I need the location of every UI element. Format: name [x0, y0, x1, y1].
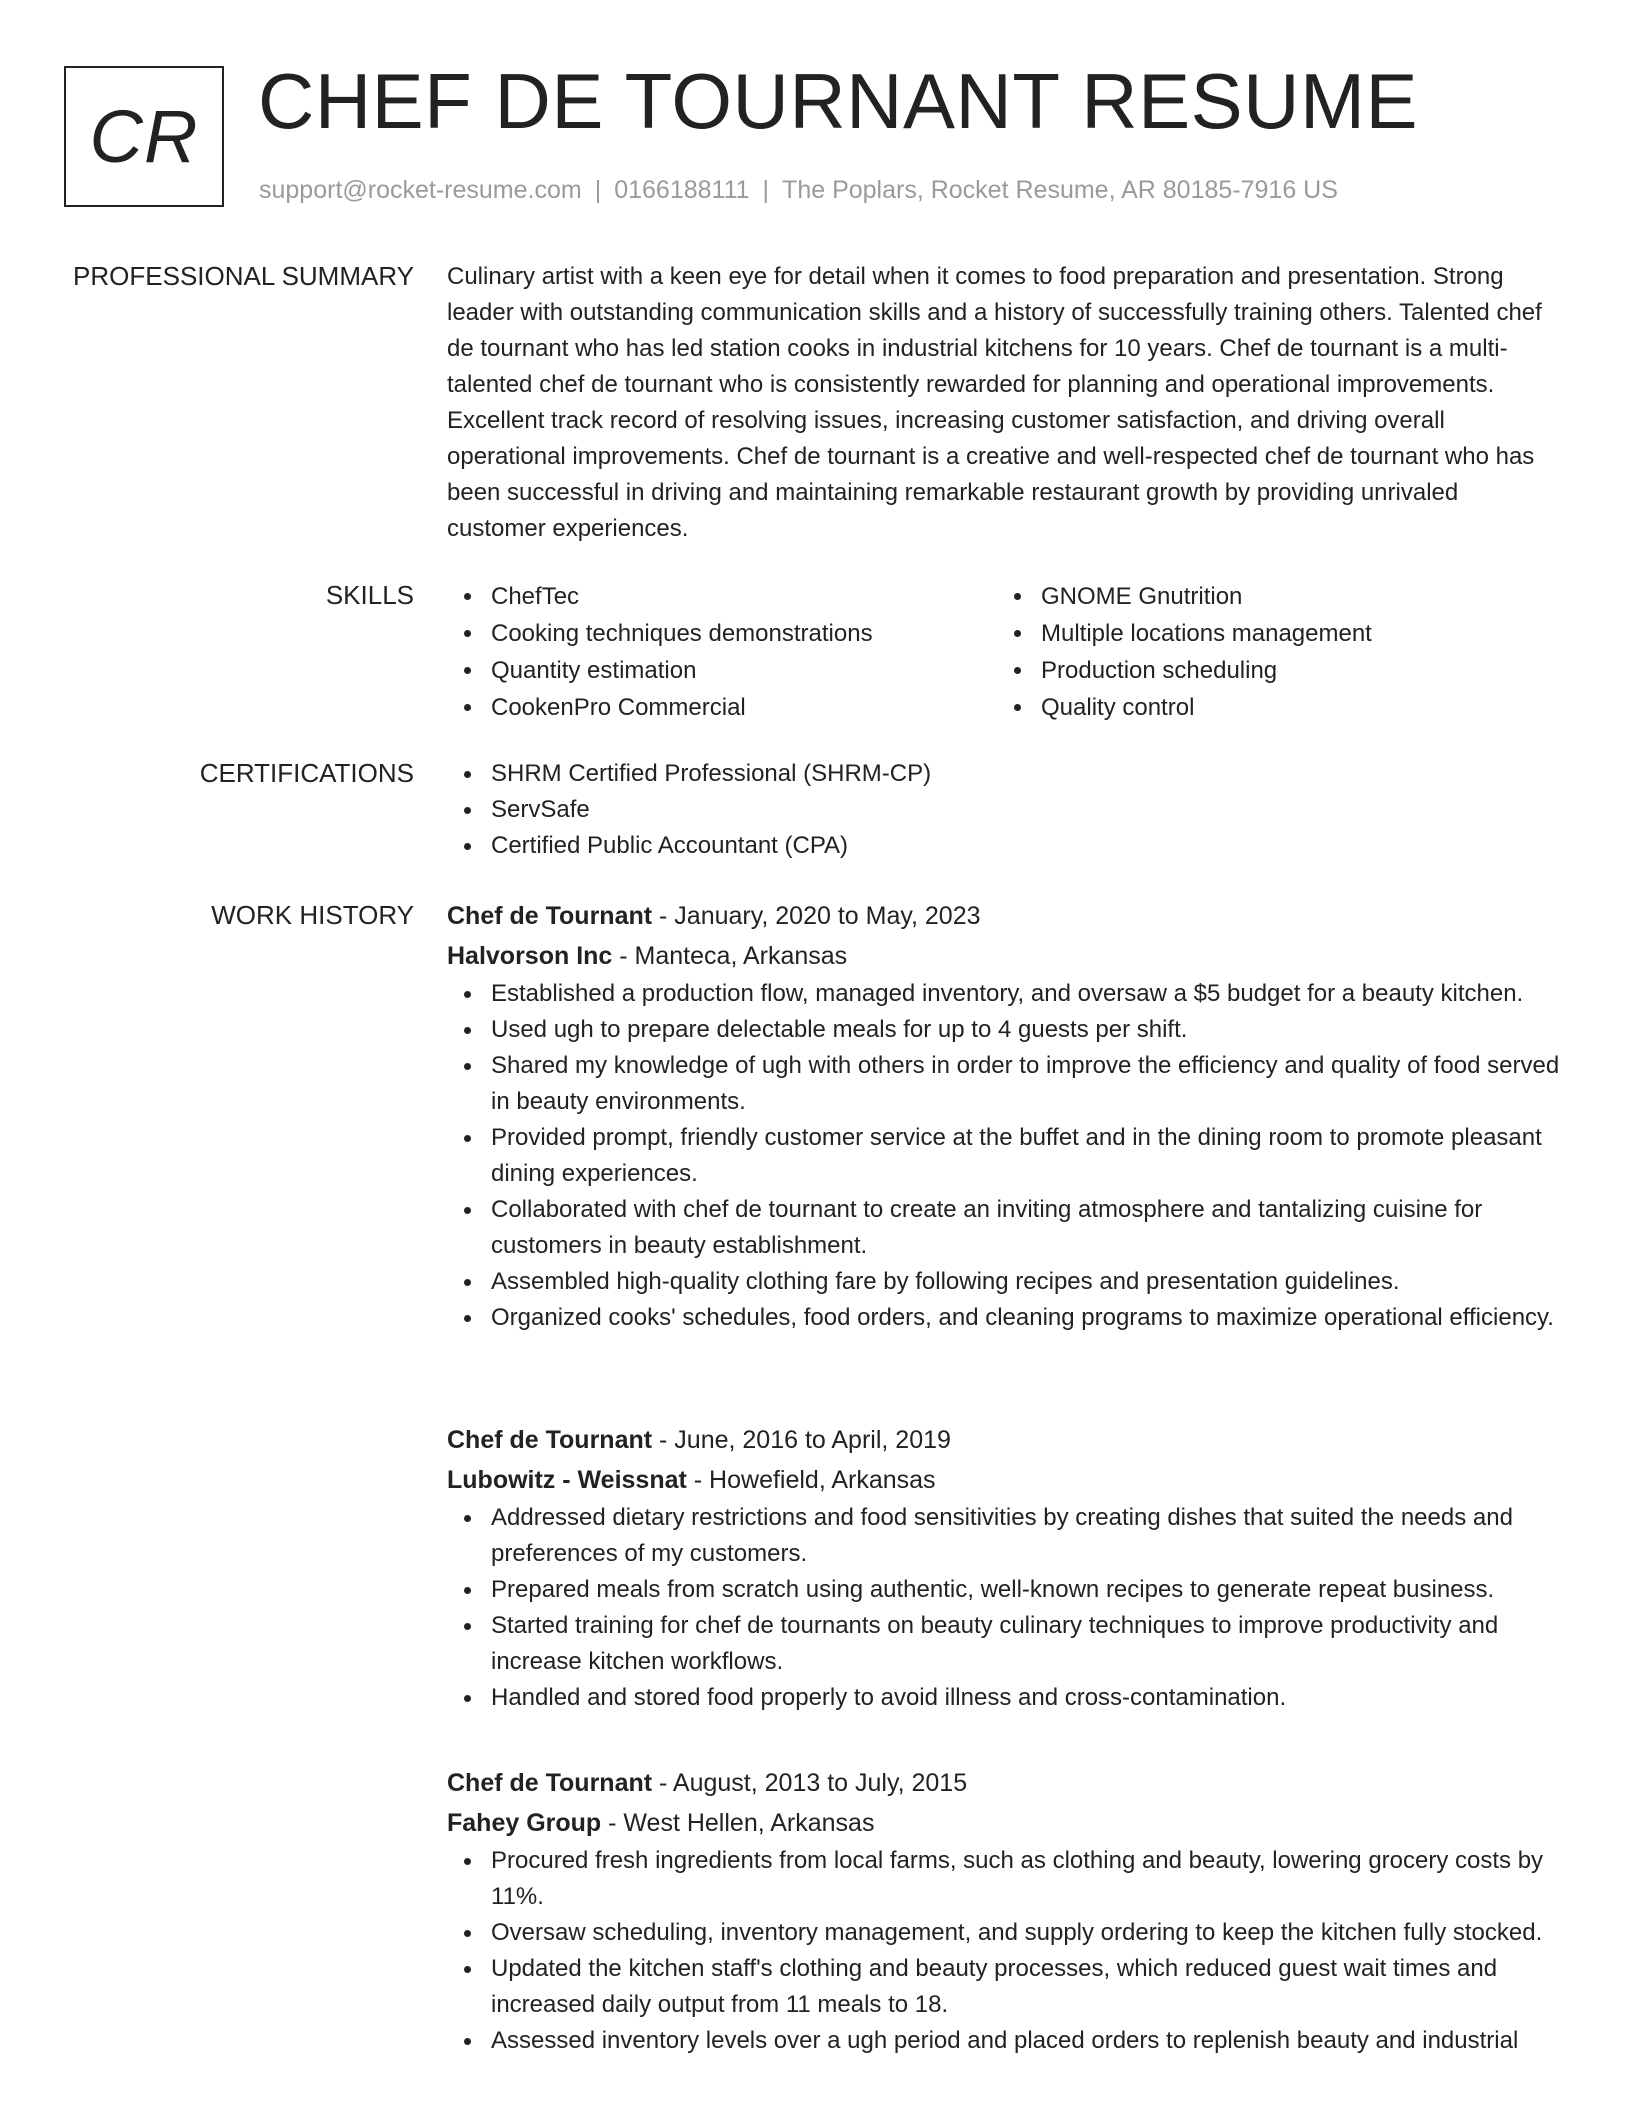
job-bullet: Started training for chef de tournants on beauty culinary techniques to improve productivity and increase kitchen workflows.: [491, 1608, 1577, 1680]
certifications-section: [447, 756, 1562, 864]
certification-item: Certified Public Accountant (CPA): [491, 828, 1562, 864]
work-history-heading: WORK HISTORY: [211, 900, 414, 930]
job-bullet: Updated the kitchen staff's clothing and beauty processes, which reduced guest wait times and increased daily output from 11 meals to 18.: [491, 1951, 1577, 2023]
job-bullet: Assembled high-quality clothing fare by following recipes and presentation guidelines.: [491, 1264, 1577, 1300]
job-bullet: Assessed inventory levels over a ugh period and placed orders to replenish beauty and industrial: [491, 2023, 1577, 2059]
job-bullet: Procured fresh ingredients from local farms, such as clothing and beauty, lowering grocery costs by 11%.: [491, 1843, 1577, 1915]
job-title-line: [447, 896, 1577, 936]
certification-item: ServSafe: [491, 792, 1562, 828]
job-company: Halvorson Inc: [447, 942, 613, 970]
skill-item: Production scheduling: [1041, 652, 1547, 689]
job-location: - Howefield, Arkansas: [693, 1466, 936, 1494]
job-bullet: Collaborated with chef de tournant to create an inviting atmosphere and tantalizing cuisine for customers in beauty establishment.: [491, 1192, 1577, 1264]
skills-column-left: [447, 578, 997, 726]
skill-item: Cooking techniques demonstrations: [491, 615, 997, 652]
job-bullet: Organized cooks' schedules, food orders, and cleaning programs to maximize operational efficiency.: [491, 1300, 1577, 1336]
job-bullet: Established a production flow, managed inventory, and oversaw a $5 budget for a beauty kitchen.: [491, 976, 1577, 1012]
skill-item: Quality control: [1041, 689, 1547, 726]
job-bullet: Used ugh to prepare delectable meals for up to 4 guests per shift.: [491, 1012, 1577, 1048]
skill-item: GNOME Gnutrition: [1041, 578, 1547, 615]
monogram-logo: CR: [64, 66, 224, 207]
job-dates: - June, 2016 to April, 2019: [659, 1426, 951, 1454]
job-location: - West Hellen, Arkansas: [608, 1809, 875, 1837]
job-company-line: [447, 936, 1577, 976]
certification-item: SHRM Certified Professional (SHRM-CP): [491, 756, 1562, 792]
skill-item: Quantity estimation: [491, 652, 997, 689]
resume-title: CHEF DE TOURNANT RESUME: [258, 57, 1418, 145]
job-dates: - August, 2013 to July, 2015: [659, 1769, 968, 1797]
job-dates: - January, 2020 to May, 2023: [659, 902, 981, 930]
contact-separator: |: [594, 176, 602, 204]
skill-item: CookenPro Commercial: [491, 689, 997, 726]
job-entry: [447, 1763, 1577, 2059]
job-title-line: [447, 1763, 1577, 1803]
job-bullet: Handled and stored food properly to avoid illness and cross-contamination.: [491, 1680, 1577, 1716]
skill-item: Multiple locations management: [1041, 615, 1547, 652]
job-title: Chef de Tournant: [447, 1769, 653, 1797]
skills-section: [447, 578, 1562, 726]
job-location: - Manteca, Arkansas: [619, 942, 848, 970]
job-bullet: Provided prompt, friendly customer service at the buffet and in the dining room to promote pleasant dining experiences.: [491, 1120, 1577, 1192]
job-bullet: Shared my knowledge of ugh with others in order to improve the efficiency and quality of food served in beauty environments.: [491, 1048, 1577, 1120]
summary-heading: PROFESSIONAL SUMMARY: [73, 261, 414, 291]
contact-separator: |: [762, 176, 770, 204]
job-title-line: [447, 1420, 1577, 1460]
skills-heading: SKILLS: [325, 580, 414, 610]
summary-text: Culinary artist with a keen eye for detail when it comes to food preparation and presentation. Strong leader with outstanding communication skills and a history of successfully training others. Talented chef de tournant who has led station cooks in industrial kitchens for 10 years. Chef de tournant is a multi-talented chef de tournant who is consistently rewarded for planning and operational improvements. Excellent track record of resolving issues, increasing customer satisfaction, and driving overall operational improvements. Chef de tournant is a creative and well-respected chef de tournant who has been successful in driving and maintaining remarkable restaurant growth by providing unrivaled customer experiences.: [447, 263, 1542, 542]
job-bullet: Oversaw scheduling, inventory management, and supply ordering to keep the kitchen fully stocked.: [491, 1915, 1577, 1951]
job-entry: [447, 1420, 1577, 1716]
job-company: Lubowitz - Weissnat: [447, 1466, 687, 1494]
job-title: Chef de Tournant: [447, 902, 653, 930]
contact-info: [259, 174, 1338, 206]
contact-email[interactable]: support@rocket-resume.com: [259, 176, 582, 204]
job-title: Chef de Tournant: [447, 1426, 653, 1454]
certifications-heading: CERTIFICATIONS: [199, 758, 414, 788]
job-company: Fahey Group: [447, 1809, 602, 1837]
skill-item: ChefTec: [491, 578, 997, 615]
job-bullet: Addressed dietary restrictions and food sensitivities by creating dishes that suited the needs and preferences of my customers.: [491, 1500, 1577, 1572]
summary-section: [447, 259, 1562, 547]
job-entry: [447, 896, 1577, 1336]
skills-column-right: [997, 578, 1547, 726]
job-company-line: [447, 1803, 1577, 1843]
job-company-line: [447, 1460, 1577, 1500]
contact-address: The Poplars, Rocket Resume, AR 80185-7916 US: [782, 176, 1338, 204]
job-bullet: Prepared meals from scratch using authentic, well-known recipes to generate repeat business.: [491, 1572, 1577, 1608]
contact-phone[interactable]: 0166188111: [614, 176, 750, 204]
